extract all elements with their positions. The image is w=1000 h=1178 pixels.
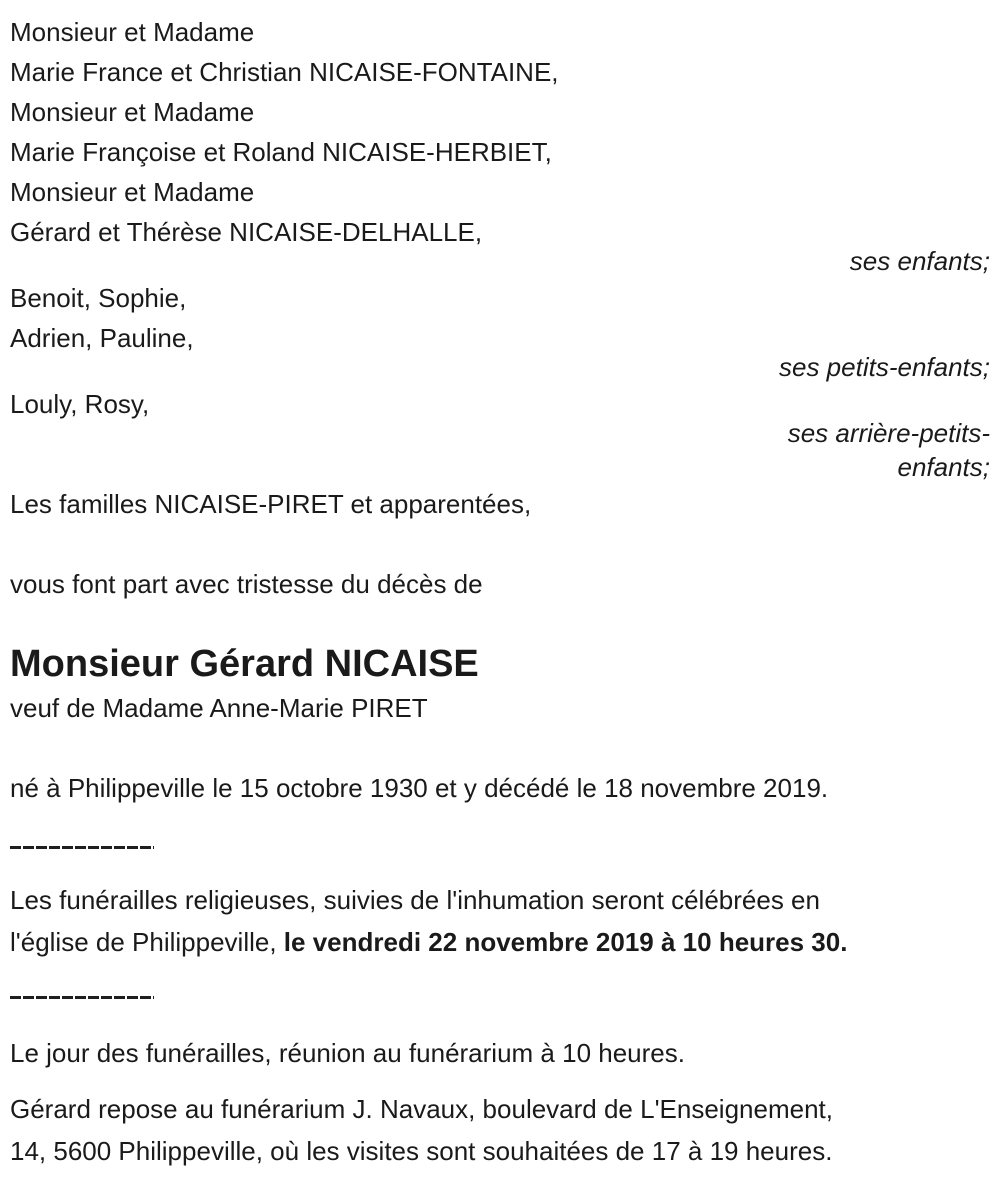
repose-line: 14, 5600 Philippeville, où les visites sont souhaitées de 17 à 19 heures. (10, 1136, 833, 1166)
dashed-divider (10, 846, 154, 849)
family-line: Monsieur et Madame (10, 177, 255, 207)
relation-line: enfants; (897, 452, 990, 482)
repose-paragraph (10, 1088, 990, 1172)
funeral-line-normal-part: l'église de Philippeville, (10, 927, 284, 957)
children-names-block (10, 12, 990, 252)
family-line: Adrien, Pauline, (10, 323, 194, 353)
funeral-line (10, 921, 990, 963)
family-line: Marie France et Christian NICAISE-FONTAINE, (10, 57, 559, 87)
families-line: Les familles NICAISE-PIRET et apparentées, (10, 489, 532, 519)
great-grandchildren-names-line: Louly, Rosy, (10, 389, 150, 419)
intro-line: vous font part avec tristesse du décès de (10, 569, 483, 599)
repose-line: Gérard repose au funérarium J. Navaux, boulevard de L'Enseignement, (10, 1094, 833, 1124)
relation-line: ses arrière-petits- (787, 418, 990, 448)
relation-grandchildren-label: ses petits-enfants; (779, 352, 990, 382)
family-line: Monsieur et Madame (10, 97, 255, 127)
relation-children-label: ses enfants; (849, 246, 990, 276)
widower-line: veuf de Madame Anne-Marie PIRET (10, 693, 428, 723)
grandchildren-names-block (10, 278, 990, 358)
funeral-line: Les funérailles religieuses, suivies de l'inhumation seront célébrées en (10, 885, 820, 915)
funeral-date-bold: le vendredi 22 novembre 2019 à 10 heures 30. (283, 927, 848, 957)
family-line: Gérard et Thérèse NICAISE-DELHALLE, (10, 217, 483, 247)
family-line: Marie Françoise et Roland NICAISE-HERBIET, (10, 137, 552, 167)
family-line: Benoit, Sophie, (10, 283, 187, 313)
meeting-line: Le jour des funérailles, réunion au funérarium à 10 heures. (10, 1038, 685, 1068)
relation-great-grandchildren-label (10, 416, 990, 484)
dashed-divider (10, 996, 154, 999)
deceased-name-heading: Monsieur Gérard NICAISE (10, 643, 479, 685)
birth-death-line: né à Philippeville le 15 octobre 1930 et y décédé le 18 novembre 2019. (10, 773, 829, 803)
funeral-paragraph (10, 879, 990, 963)
family-line: Monsieur et Madame (10, 17, 255, 47)
